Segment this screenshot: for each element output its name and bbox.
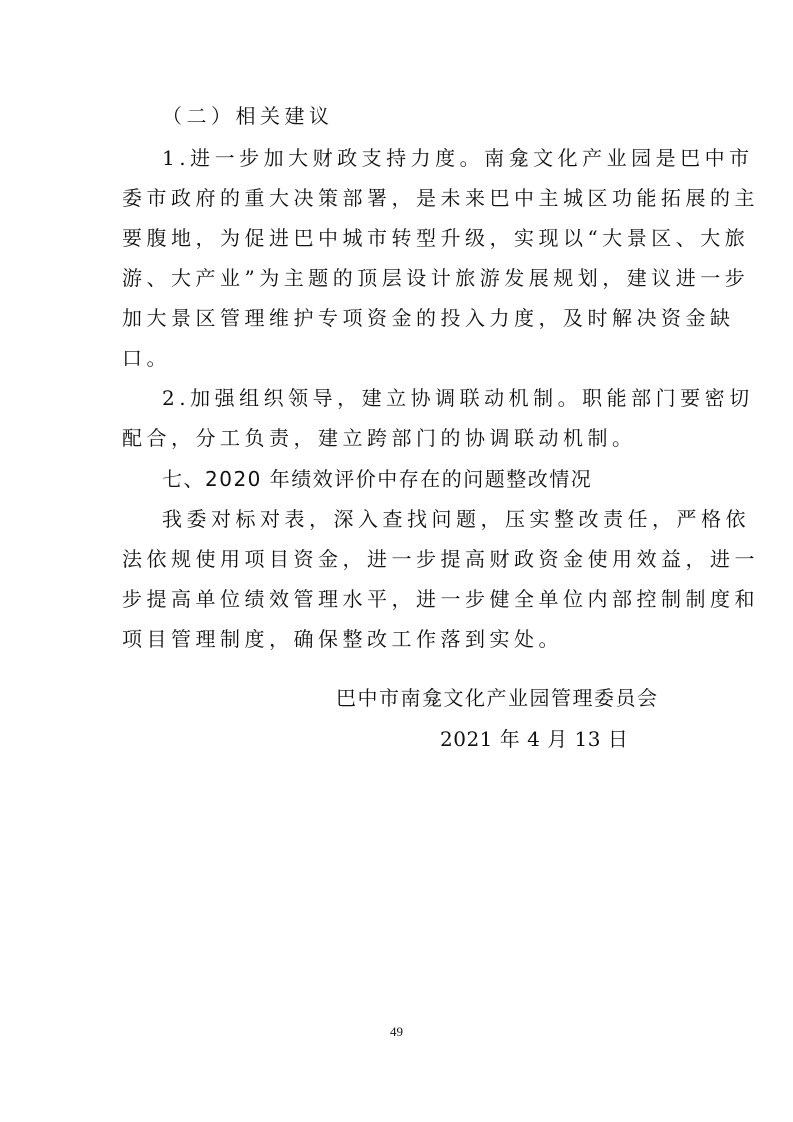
page-number: 49 [390, 1024, 403, 1039]
paragraph-line: 委市政府的重大决策部署，是未来巴中主城区功能拓展的主 [122, 186, 759, 210]
section-heading: 七、2020 年绩效评价中存在的问题整改情况 [162, 467, 593, 491]
signature-date: 2021 年 4 月 13 日 [440, 727, 629, 751]
paragraph-line: 加大景区管理维护专项资金的投入力度，及时解决资金缺 [122, 306, 735, 330]
paragraph-line: 1.进一步加大财政支持力度。南龛文化产业园是巴中市 [162, 146, 754, 170]
paragraph-line: 我委对标对表，深入查找问题，压实整改责任，严格依 [162, 507, 750, 531]
paragraph-line: 配合，分工负责，建立跨部门的协调联动机制。 [122, 426, 637, 450]
subheading: （二）相关建议 [162, 104, 334, 128]
paragraph-line: 要腹地，为促进巴中城市转型升级，实现以“大景区、大旅 [122, 226, 750, 250]
paragraph-line: 步提高单位绩效管理水平，进一步健全单位内部控制制度和 [122, 587, 759, 611]
paragraph-line: 法依规使用项目资金，进一步提高财政资金使用效益，进一 [122, 547, 759, 571]
paragraph-line: 项目管理制度，确保整改工作落到实处。 [122, 627, 563, 651]
paragraph-line: 游、大产业”为主题的顶层设计旅游发展规划，建议进一步 [122, 266, 750, 290]
paragraph-line: 2.加强组织领导，建立协调联动机制。职能部门要密切 [162, 386, 754, 410]
signature-organization: 巴中市南龛文化产业园管理委员会 [336, 686, 659, 710]
paragraph-line: 口。 [122, 346, 171, 370]
